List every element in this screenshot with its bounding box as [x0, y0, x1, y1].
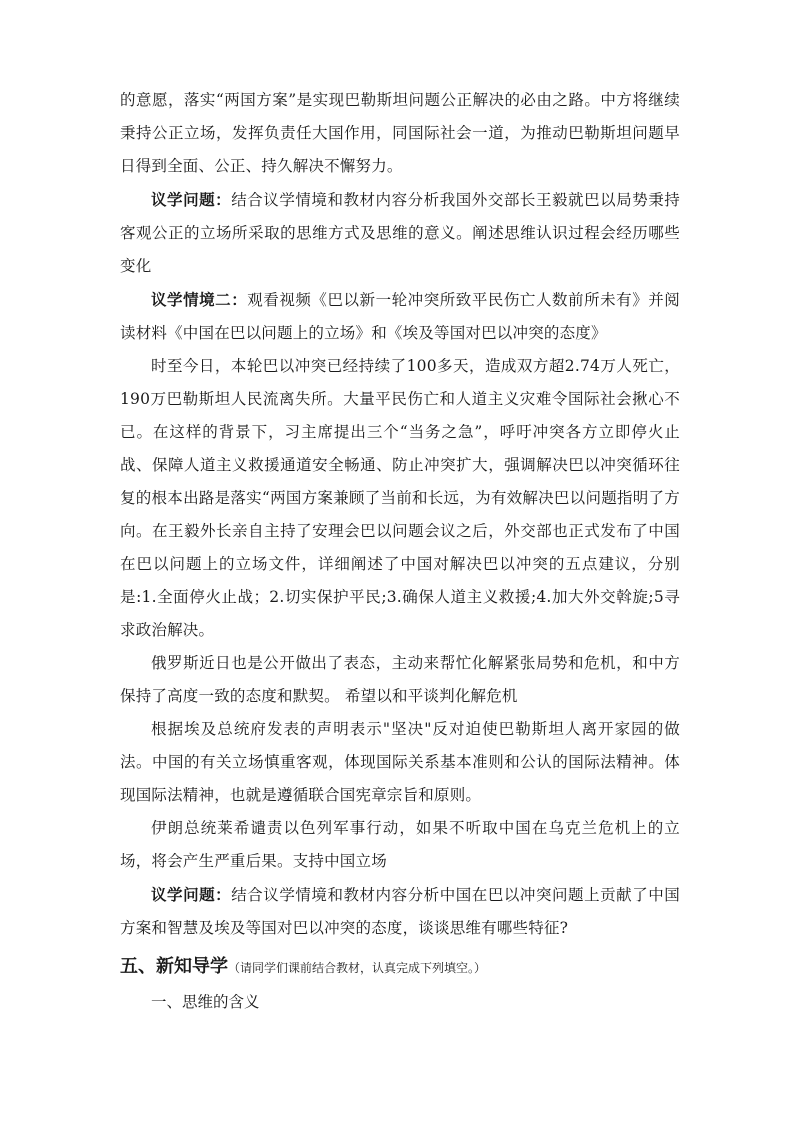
discussion-question-2: [120, 878, 680, 945]
question-label: 议学问题：: [151, 190, 232, 209]
scenario-label: 议学情境二：: [151, 290, 248, 309]
section-heading: [120, 949, 680, 986]
paragraph-2: 时至今日，本轮巴以冲突已经持续了100多天，造成双方超2.74万人死亡，190万巴勒斯坦人民流离失所。大量平民伤亡和人道主义灾难令国际社会揪心不已。在这样的背景下，习主席提出三个“当务之急”，呼吁冲突各方立即停火止战、保障人道主义救援通道安全畅通、防止冲突扩大，强调解决巴以冲突循环往复的根本出路是落实“两国方案兼顾了当前和长远，为有效解决巴以问题指明了方向。在王毅外长亲自主持了安理会巴以问题会议之后，外交部也正式发布了中国在巴以问题上的立场文件，详细阐述了中国对解决巴以冲突的五点建议，分别是:1.全面停火止战；2.切实保护平民;3.确保人道主义救援;4.加大外交斡旋;5寻求政治解决。: [120, 357, 680, 639]
question-text: 结合议学情境和教材内容分析中国在巴以冲突问题上贡献了中国方案和智慧及埃及等国对巴以冲突的态度，谈谈思维有哪些特征?: [120, 886, 680, 937]
section-note: （请同学们课前结合教材，认真完成下列填空。）: [228, 961, 487, 975]
paragraph-5: 伊朗总统莱希谴责以色列军事行动，如果不听取中国在乌克兰危机上的立场，将会产生严重后果。支持中国立场: [120, 819, 680, 870]
question-label: 议学问题：: [151, 885, 232, 904]
paragraph-3: 俄罗斯近日也是公开做出了表态，主动来帮忙化解紧张局势和危机，和中方保持了高度一致的态度和默契。 希望以和平谈判化解危机: [120, 654, 680, 705]
paragraph-4: 根据埃及总统府发表的声明表示"坚决"反对迫使巴勒斯坦人离开家园的做法。中国的有关立场慎重客观，体现国际关系基本准则和公认的国际法精神。体现国际法精神，也就是遵循联合国宪章宗旨和原则。: [120, 720, 680, 804]
section-title: 五、新知导学: [120, 956, 228, 977]
paragraph-1: 的意愿，落实“两国方案”是实现巴勒斯坦问题公正解决的必由之路。中方将继续秉持公正立场，发挥负责任大国作用，同国际社会一道，为推动巴勒斯坦问题早日得到全面、公正、持久解决不懈努力。: [120, 91, 680, 175]
discussion-scenario-2: [120, 283, 680, 350]
scenario-text: 观看视频《巴以新一轮冲突所致平民伤亡人数前所未有》并阅读材料《中国在巴以问题上的立场》和《埃及等国对巴以冲突的态度》: [120, 291, 681, 342]
question-text: 结合议学情境和教材内容分析我国外交部长王毅就巴以局势秉持客观公正的立场所采取的思维方式及思维的意义。阐述思维认识过程会经历哪些变化: [120, 191, 680, 275]
discussion-question-1: [120, 183, 680, 283]
sub-heading: 一、思维的含义: [151, 993, 260, 1011]
document-page: [120, 84, 680, 1019]
